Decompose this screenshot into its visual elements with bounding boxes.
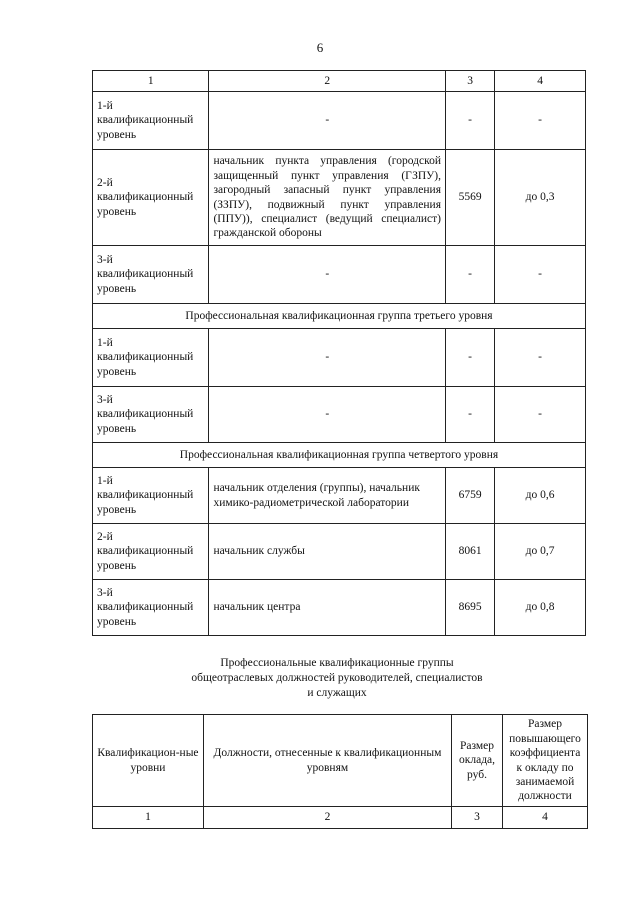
- coefficient-cell: -: [495, 387, 586, 443]
- coefficient-cell: до 0,8: [495, 580, 586, 636]
- salary-cell: -: [446, 329, 495, 387]
- section-title-line: общеотраслевых должностей руководителей, специалистов: [191, 671, 483, 684]
- level-cell: 3-й квалификационный уровень: [93, 387, 209, 443]
- table-header-row: [93, 71, 586, 92]
- position-cell: начальник пункта управления (городской защищенный пункт управления (ГЗПУ), загородный запасный пункт управления (ЗЗПУ), подвижный пункт управления (ППУ)), специалист (ведущий специалист) гражданской обороны: [209, 150, 446, 246]
- column-number: 3: [452, 807, 503, 829]
- level-cell: 1-й квалификационный уровень: [93, 92, 209, 150]
- header-cell: 3: [446, 71, 495, 92]
- table-header-row: [93, 715, 588, 807]
- group-title: Профессиональная квалификационная группа четвертого уровня: [93, 443, 586, 468]
- position-cell: -: [209, 387, 446, 443]
- header-cell: 2: [209, 71, 446, 92]
- column-number: 4: [503, 807, 588, 829]
- coefficient-cell: до 0,6: [495, 468, 586, 524]
- page-number: 6: [316, 40, 324, 55]
- coefficient-cell: до 0,3: [495, 150, 586, 246]
- header-cell: Должности, отнесенные к квалификационным уровням: [203, 715, 451, 807]
- salary-cell: 8695: [446, 580, 495, 636]
- table-row: [93, 580, 586, 636]
- coefficient-cell: -: [495, 329, 586, 387]
- position-cell: начальник центра: [209, 580, 446, 636]
- header-cell: Размер оклада, руб.: [452, 715, 503, 807]
- level-cell: 1-й квалификационный уровень: [93, 468, 209, 524]
- table-row: [93, 150, 586, 246]
- salary-cell: 6759: [446, 468, 495, 524]
- header-cell: 4: [495, 71, 586, 92]
- level-cell: 1-й квалификационный уровень: [93, 329, 209, 387]
- coefficient-cell: -: [495, 92, 586, 150]
- position-cell: -: [209, 329, 446, 387]
- position-cell: -: [209, 246, 446, 304]
- header-cell: Квалификацион-ные уровни: [93, 715, 204, 807]
- salary-cell: 8061: [446, 524, 495, 580]
- general-positions-table: [92, 714, 588, 829]
- section-title-line: Профессиональные квалификационные группы: [220, 657, 454, 669]
- section-title-line: и служащих: [307, 686, 367, 699]
- table-row: [93, 329, 586, 387]
- coefficient-cell: до 0,7: [495, 524, 586, 580]
- table-row: [93, 92, 586, 150]
- salary-cell: -: [446, 246, 495, 304]
- header-cell: Размер повышающего коэффициента к окладу по занимаемой должности: [503, 715, 588, 807]
- level-cell: 2-й квалификационный уровень: [93, 150, 209, 246]
- salary-cell: -: [446, 387, 495, 443]
- group-title-row: [93, 304, 586, 329]
- position-cell: -: [209, 92, 446, 150]
- qualification-table: [92, 70, 586, 636]
- group-title: Профессиональная квалификационная группа третьего уровня: [93, 304, 586, 329]
- position-cell: начальник отделения (группы), начальник химико-радиометрической лаборатории: [209, 468, 446, 524]
- table-row: [93, 387, 586, 443]
- level-cell: 3-й квалификационный уровень: [93, 580, 209, 636]
- column-number: 2: [203, 807, 451, 829]
- coefficient-cell: -: [495, 246, 586, 304]
- level-cell: 2-й квалификационный уровень: [93, 524, 209, 580]
- level-cell: 3-й квалификационный уровень: [93, 246, 209, 304]
- table-row: [93, 246, 586, 304]
- table-row: [93, 468, 586, 524]
- table-row: [93, 524, 586, 580]
- salary-cell: 5569: [446, 150, 495, 246]
- salary-cell: -: [446, 92, 495, 150]
- section-title: [0, 656, 640, 701]
- column-number-row: [93, 807, 588, 829]
- position-cell: начальник службы: [209, 524, 446, 580]
- column-number: 1: [93, 807, 204, 829]
- header-cell: 1: [93, 71, 209, 92]
- group-title-row: [93, 443, 586, 468]
